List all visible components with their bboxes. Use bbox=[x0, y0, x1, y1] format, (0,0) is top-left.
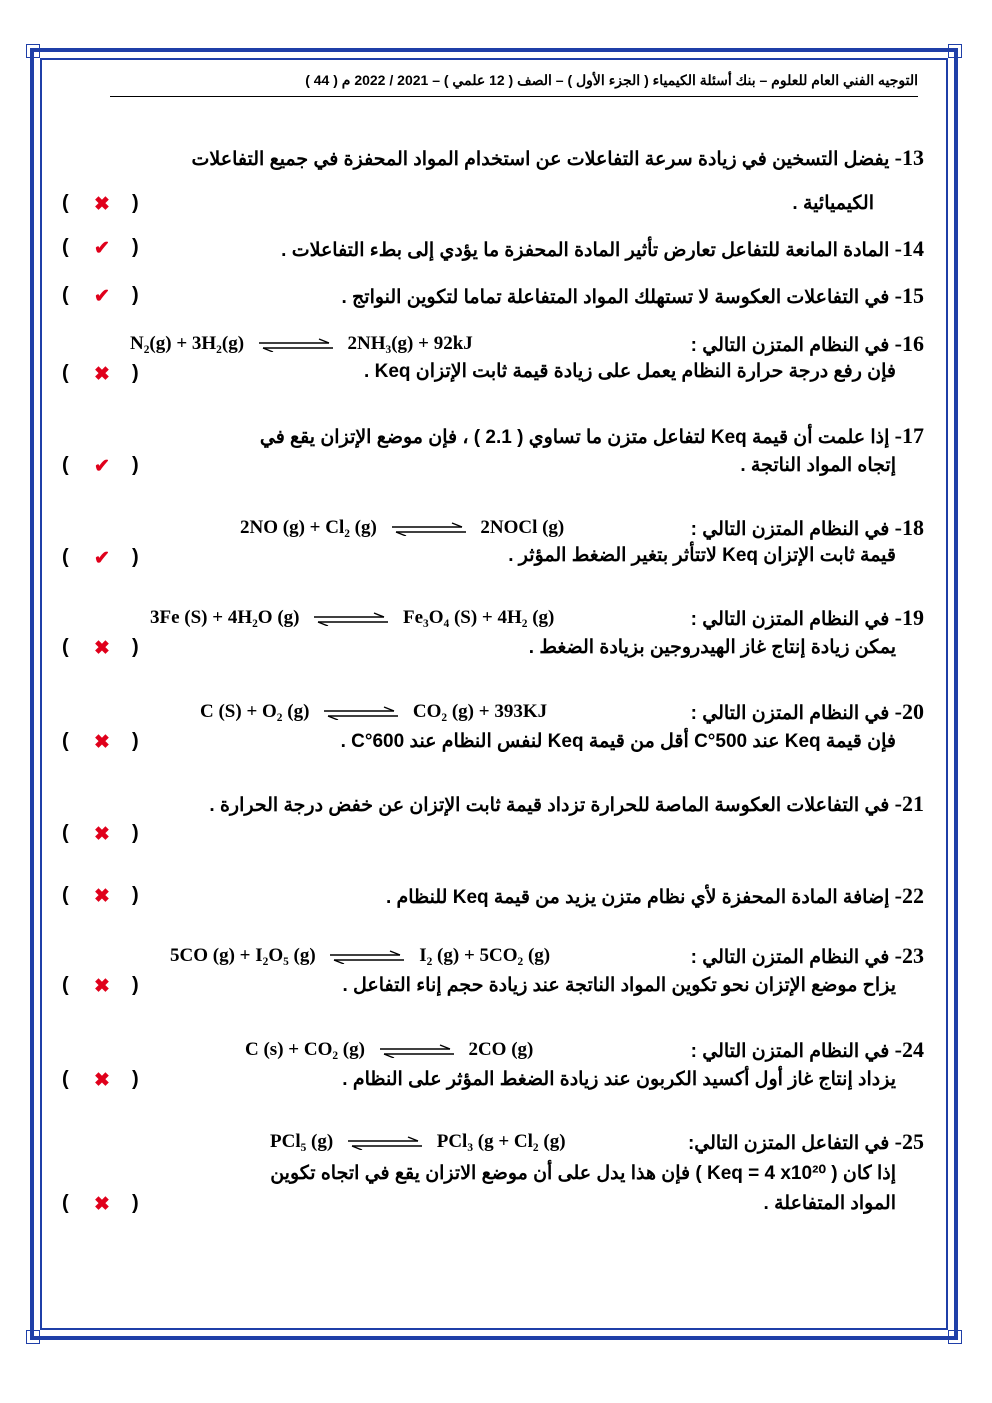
equation-products: 2NH₃(g) + 92kJ bbox=[347, 333, 473, 354]
answer-17: ( ✔ ) bbox=[62, 454, 139, 477]
question-number: 16- bbox=[894, 331, 924, 356]
equation-products: PCl₃ (g + Cl₂ (g) bbox=[436, 1131, 566, 1152]
chemical-equation bbox=[245, 1034, 533, 1066]
wrong-mark-icon: ✖ bbox=[94, 1070, 110, 1091]
question-23 bbox=[100, 940, 924, 974]
answer-16: ( ✖ ) bbox=[62, 362, 139, 385]
equation-products: CO₂ (g) + 393KJ bbox=[412, 701, 548, 722]
wrong-mark-icon: ✖ bbox=[94, 638, 110, 659]
wrong-mark-icon: ✖ bbox=[94, 194, 110, 215]
question-text: في النظام المتزن التالي : bbox=[690, 609, 890, 630]
question-text: يزاح موضع الإتزان نحو تكوين المواد الناتجة عند زيادة حجم إناء التفاعل . bbox=[342, 975, 896, 996]
question-number: 17- bbox=[894, 423, 924, 448]
question-text: إتجاه المواد الناتجة . bbox=[740, 455, 896, 476]
question-text: في النظام المتزن التالي : bbox=[690, 1041, 890, 1062]
check-mark-icon: ✔ bbox=[94, 238, 110, 259]
chemical-equation bbox=[150, 602, 554, 634]
answer-21: ( ✖ ) bbox=[62, 822, 139, 845]
question-text: إضافة المادة المحفزة لأي نظام متزن يزيد من قيمة Keq للنظام . bbox=[385, 887, 890, 908]
question-15 bbox=[100, 280, 924, 314]
question-text: فإن قيمة Keq عند 500°C أقل من قيمة Keq لنفس النظام عند 600°C . bbox=[340, 731, 896, 752]
question-24 bbox=[100, 1034, 924, 1068]
question-number: 19- bbox=[894, 605, 924, 630]
question-text: المواد المتفاعلة . bbox=[763, 1193, 896, 1214]
question-number: 22- bbox=[894, 883, 924, 908]
equation-reactants: 3Fe (S) + 4H₂O (g) bbox=[150, 607, 300, 628]
equilibrium-arrow-icon bbox=[390, 522, 468, 536]
answer-20: ( ✖ ) bbox=[62, 730, 139, 753]
question-20 bbox=[100, 696, 924, 730]
wrong-mark-icon: ✖ bbox=[94, 824, 110, 845]
wrong-mark-icon: ✖ bbox=[94, 1194, 110, 1215]
question-text: يزداد إنتاج غاز أول أكسيد الكربون عند زيادة الضغط المؤثر على النظام . bbox=[342, 1069, 896, 1090]
answer-15: ( ✔ ) bbox=[62, 284, 139, 307]
answer-25: ( ✖ ) bbox=[62, 1192, 139, 1215]
question-number: 24- bbox=[894, 1037, 924, 1062]
question-21 bbox=[100, 788, 924, 822]
question-text: في التفاعلات العكوسة الماصة للحرارة تزداد قيمة ثابت الإتزان عن خفض درجة الحرارة . bbox=[209, 795, 890, 816]
check-mark-icon: ✔ bbox=[94, 548, 110, 569]
question-text: في النظام المتزن التالي : bbox=[690, 703, 890, 724]
equation-reactants: 2NO (g) + Cl₂ (g) bbox=[240, 517, 377, 538]
answer-19: ( ✖ ) bbox=[62, 636, 139, 659]
equation-reactants: PCl₅ (g) bbox=[270, 1131, 334, 1152]
answer-24: ( ✖ ) bbox=[62, 1068, 139, 1091]
equation-products: I₂ (g) + 5CO₂ (g) bbox=[419, 945, 551, 966]
question-23-line2 bbox=[100, 970, 924, 1002]
question-25 bbox=[100, 1126, 924, 1160]
check-mark-icon: ✔ bbox=[94, 456, 110, 477]
question-19-line2 bbox=[100, 632, 924, 664]
question-22 bbox=[100, 880, 924, 914]
question-text: في التفاعل المتزن التالي: bbox=[687, 1133, 890, 1154]
question-number: 23- bbox=[894, 943, 924, 968]
question-text: في النظام المتزن التالي : bbox=[690, 335, 890, 356]
question-text: في التفاعلات العكوسة لا تستهلك المواد المتفاعلة تماما لتكوين النواتج . bbox=[341, 287, 890, 308]
answer-18: ( ✔ ) bbox=[62, 546, 139, 569]
question-13-line2 bbox=[100, 188, 924, 220]
question-number: 15- bbox=[894, 283, 924, 308]
corner-ornament bbox=[26, 1330, 40, 1344]
question-number: 25- bbox=[894, 1129, 924, 1154]
question-text: فإن رفع درجة حرارة النظام يعمل على زيادة قيمة ثابت الإتزان Keq . bbox=[364, 361, 896, 382]
equation-products: 2CO (g) bbox=[468, 1039, 534, 1060]
answer-23: ( ✖ ) bbox=[62, 974, 139, 997]
equation-reactants: C (s) + CO₂ (g) bbox=[245, 1039, 365, 1060]
question-number: 20- bbox=[894, 699, 924, 724]
check-mark-icon: ✔ bbox=[94, 286, 110, 307]
answer-13: ( ✖ ) bbox=[62, 192, 139, 215]
question-14 bbox=[100, 233, 924, 267]
question-13 bbox=[100, 142, 924, 176]
equilibrium-arrow-icon bbox=[322, 706, 400, 720]
question-25-line2 bbox=[100, 1158, 924, 1190]
question-text: في النظام المتزن التالي : bbox=[690, 519, 890, 540]
question-number: 14- bbox=[894, 236, 924, 261]
equilibrium-arrow-icon bbox=[257, 338, 335, 352]
equilibrium-arrow-icon bbox=[378, 1044, 456, 1058]
question-number: 13- bbox=[894, 145, 924, 170]
equation-reactants: N₂(g) + 3H₂(g) bbox=[130, 333, 245, 354]
question-25-line3 bbox=[100, 1188, 924, 1220]
chemical-equation bbox=[200, 696, 547, 728]
question-text: إذا كان ( Keq = 4 x10²⁰ ) فإن هذا يدل على أن موضع الاتزان يقع في اتجاه تكوين bbox=[270, 1163, 896, 1184]
question-text: إذا علمت أن قيمة Keq لتفاعل متزن ما تساوي ( 2.1 ) ، فإن موضع الإتزان يقع في bbox=[259, 427, 890, 448]
corner-ornament bbox=[948, 44, 962, 58]
question-19 bbox=[100, 602, 924, 636]
question-text: في النظام المتزن التالي : bbox=[690, 947, 890, 968]
wrong-mark-icon: ✖ bbox=[94, 886, 110, 907]
equilibrium-arrow-icon bbox=[346, 1136, 424, 1150]
question-24-line2 bbox=[100, 1064, 924, 1096]
equilibrium-arrow-icon bbox=[328, 950, 406, 964]
question-text: قيمة ثابت الإتزان Keq لاتتأثر بتغير الضغط المؤثر . bbox=[508, 545, 896, 566]
chemical-equation bbox=[170, 940, 550, 972]
question-16-line2 bbox=[100, 356, 924, 388]
question-17 bbox=[100, 420, 924, 454]
question-20-line2 bbox=[100, 726, 924, 758]
equation-products: 2NOCl (g) bbox=[480, 517, 565, 538]
page-header: التوجيه الفني العام للعلوم – بنك أسئلة الكيمياء ( الجزء الأول ) – الصف ( 12 علمي ) – 2021 / 2022 م ( 44 ) bbox=[110, 72, 918, 97]
answer-14: ( ✔ ) bbox=[62, 236, 139, 259]
question-text: الكيميائية . bbox=[792, 193, 874, 214]
equation-products: Fe₃O₄ (S) + 4H₂ (g) bbox=[403, 607, 555, 628]
question-17-line2 bbox=[100, 450, 924, 482]
equation-reactants: C (S) + O₂ (g) bbox=[200, 701, 310, 722]
question-text: يفضل التسخين في زيادة سرعة التفاعلات عن استخدام المواد المحفزة في جميع التفاعلات bbox=[191, 149, 890, 170]
wrong-mark-icon: ✖ bbox=[94, 976, 110, 997]
question-number: 21- bbox=[894, 791, 924, 816]
question-text: المادة المانعة للتفاعل تعارض تأثير المادة المحفزة ما يؤدي إلى بطء التفاعلات . bbox=[281, 240, 890, 261]
answer-22: ( ✖ ) bbox=[62, 884, 139, 907]
question-text: يمكن زيادة إنتاج غاز الهيدروجين بزيادة الضغط . bbox=[528, 637, 896, 658]
question-number: 18- bbox=[894, 515, 924, 540]
corner-ornament bbox=[948, 1330, 962, 1344]
wrong-mark-icon: ✖ bbox=[94, 732, 110, 753]
equilibrium-arrow-icon bbox=[312, 612, 390, 626]
wrong-mark-icon: ✖ bbox=[94, 364, 110, 385]
equation-reactants: 5CO (g) + I₂O₅ (g) bbox=[170, 945, 316, 966]
corner-ornament bbox=[26, 44, 40, 58]
chemical-equation bbox=[270, 1126, 566, 1158]
question-18-line2 bbox=[100, 540, 924, 572]
